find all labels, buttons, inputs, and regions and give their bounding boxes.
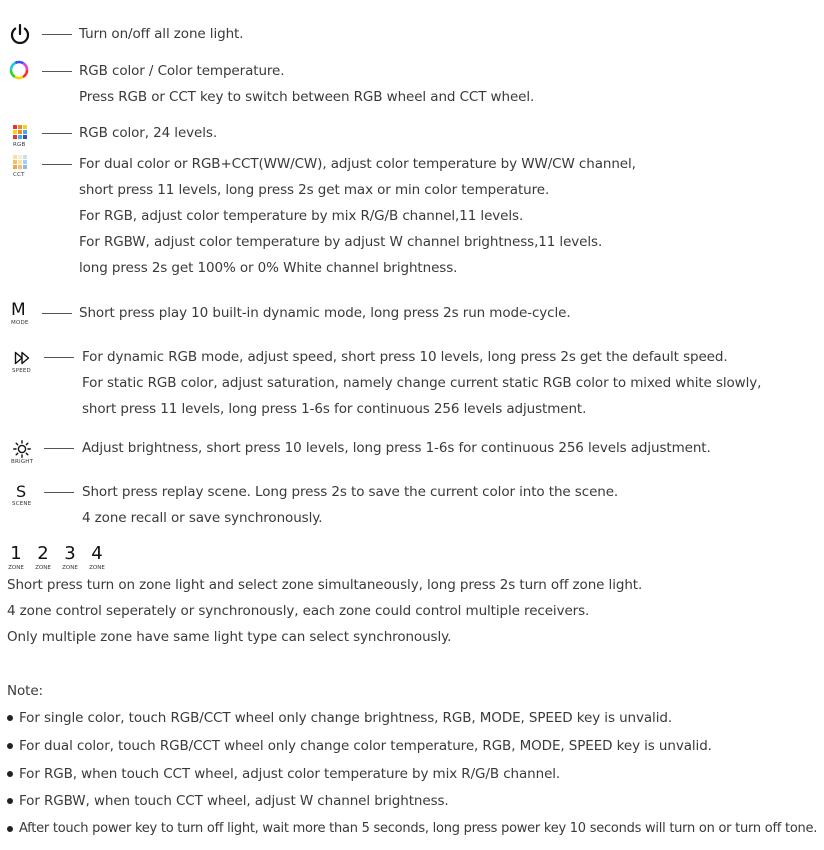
speed-line-1: For dynamic RGB mode, adjust speed, short press 10 levels, long press 2s get the default speed. <box>82 349 728 365</box>
note-bullet <box>7 743 13 749</box>
note-bullet <box>7 798 13 804</box>
zone-4-number: 4 <box>91 543 103 564</box>
note-title: Note: <box>7 683 44 699</box>
color-wheel-icon <box>8 59 30 81</box>
note-bullet <box>7 771 13 777</box>
note-item-4: For RGBW, when touch CCT wheel, adjust W channel brightness. <box>19 793 449 809</box>
speed-line-3: short press 11 levels, long press 1-6s for continuous 256 levels adjustment. <box>82 401 587 417</box>
note-item-5: After touch power key to turn off light, wait more than 5 seconds, long press power key 10 seconds will turn on or turn off tone. <box>19 821 818 836</box>
zone-3-number: 3 <box>64 543 76 564</box>
cct-key-label: CCT <box>13 172 25 178</box>
connector-line <box>42 313 72 314</box>
zone-3-key <box>61 545 79 571</box>
note-bullet <box>7 715 13 721</box>
cct-key-icon <box>13 155 27 170</box>
mode-key-symbol: M <box>11 300 26 320</box>
cct-line-1: For dual color or RGB+CCT(WW/CW), adjust color temperature by WW/CW channel, <box>79 156 636 172</box>
brightness-icon <box>13 440 31 458</box>
note-item-2: For dual color, touch RGB/CCT wheel only change color temperature, RGB, MODE, SPEED key is unvalid. <box>19 738 712 754</box>
mode-key-label: MODE <box>11 320 29 326</box>
connector-line <box>42 133 72 134</box>
scene-key-symbol: S <box>16 482 27 501</box>
scene-line-2: 4 zone recall or save synchronously. <box>82 510 323 526</box>
zone-4-label: ZONE <box>89 565 105 571</box>
connector-line <box>44 492 74 493</box>
zone-3-label: ZONE <box>62 565 78 571</box>
cct-line-4: For RGBW, adjust color temperature by adjust W channel brightness,11 levels. <box>79 234 603 250</box>
connector-line <box>42 164 72 165</box>
zones-line-3: Only multiple zone have same light type can select synchronously. <box>7 629 452 645</box>
note-item-3: For RGB, when touch CCT wheel, adjust color temperature by mix R/G/B channel. <box>19 766 561 782</box>
zone-1-label: ZONE <box>8 565 24 571</box>
zone-2-number: 2 <box>37 543 49 564</box>
zone-4-key <box>88 545 106 571</box>
speed-line-2: For static RGB color, adjust saturation, namely change current static RGB color to mixed white slowly, <box>82 375 762 391</box>
rgb-key-description: RGB color, 24 levels. <box>79 125 218 141</box>
connector-line <box>42 71 72 72</box>
zone-1-key <box>7 545 25 571</box>
zone-2-label: ZONE <box>35 565 51 571</box>
connector-line <box>44 448 74 449</box>
cct-line-5: long press 2s get 100% or 0% White channel brightness. <box>79 260 458 276</box>
zone-2-key <box>34 545 52 571</box>
cct-line-2: short press 11 levels, long press 2s get max or min color temperature. <box>79 182 550 198</box>
speed-icon <box>14 351 32 365</box>
speed-key-label: SPEED <box>12 368 31 374</box>
rgb-cct-line-2: Press RGB or CCT key to switch between RGB wheel and CCT wheel. <box>79 89 535 105</box>
bright-key-description: Adjust brightness, short press 10 levels, long press 1-6s for continuous 256 levels adjustment. <box>82 440 711 456</box>
note-item-1: For single color, touch RGB/CCT wheel only change brightness, RGB, MODE, SPEED key is unvalid. <box>19 710 673 726</box>
note-bullet <box>7 826 13 832</box>
connector-line <box>44 357 74 358</box>
bright-key-label: BRIGHT <box>11 459 34 465</box>
cct-line-3: For RGB, adjust color temperature by mix R/G/B channel,11 levels. <box>79 208 524 224</box>
zones-line-2: 4 zone control seperately or synchronously, each zone could control multiple receivers. <box>7 603 590 619</box>
scene-line-1: Short press replay scene. Long press 2s to save the current color into the scene. <box>82 484 619 500</box>
rgb-key-icon <box>13 125 27 140</box>
connector-line <box>42 34 72 35</box>
scene-key-label: SCENE <box>12 501 32 507</box>
power-description: Turn on/off all zone light. <box>79 26 244 42</box>
power-icon <box>9 23 31 45</box>
rgb-cct-line-1: RGB color / Color temperature. <box>79 63 285 79</box>
zone-1-number: 1 <box>10 543 22 564</box>
mode-key-description: Short press play 10 built-in dynamic mode, long press 2s run mode-cycle. <box>79 305 571 321</box>
rgb-key-label: RGB <box>13 142 26 148</box>
zones-line-1: Short press turn on zone light and select zone simultaneously, long press 2s turn off zone light. <box>7 577 643 593</box>
